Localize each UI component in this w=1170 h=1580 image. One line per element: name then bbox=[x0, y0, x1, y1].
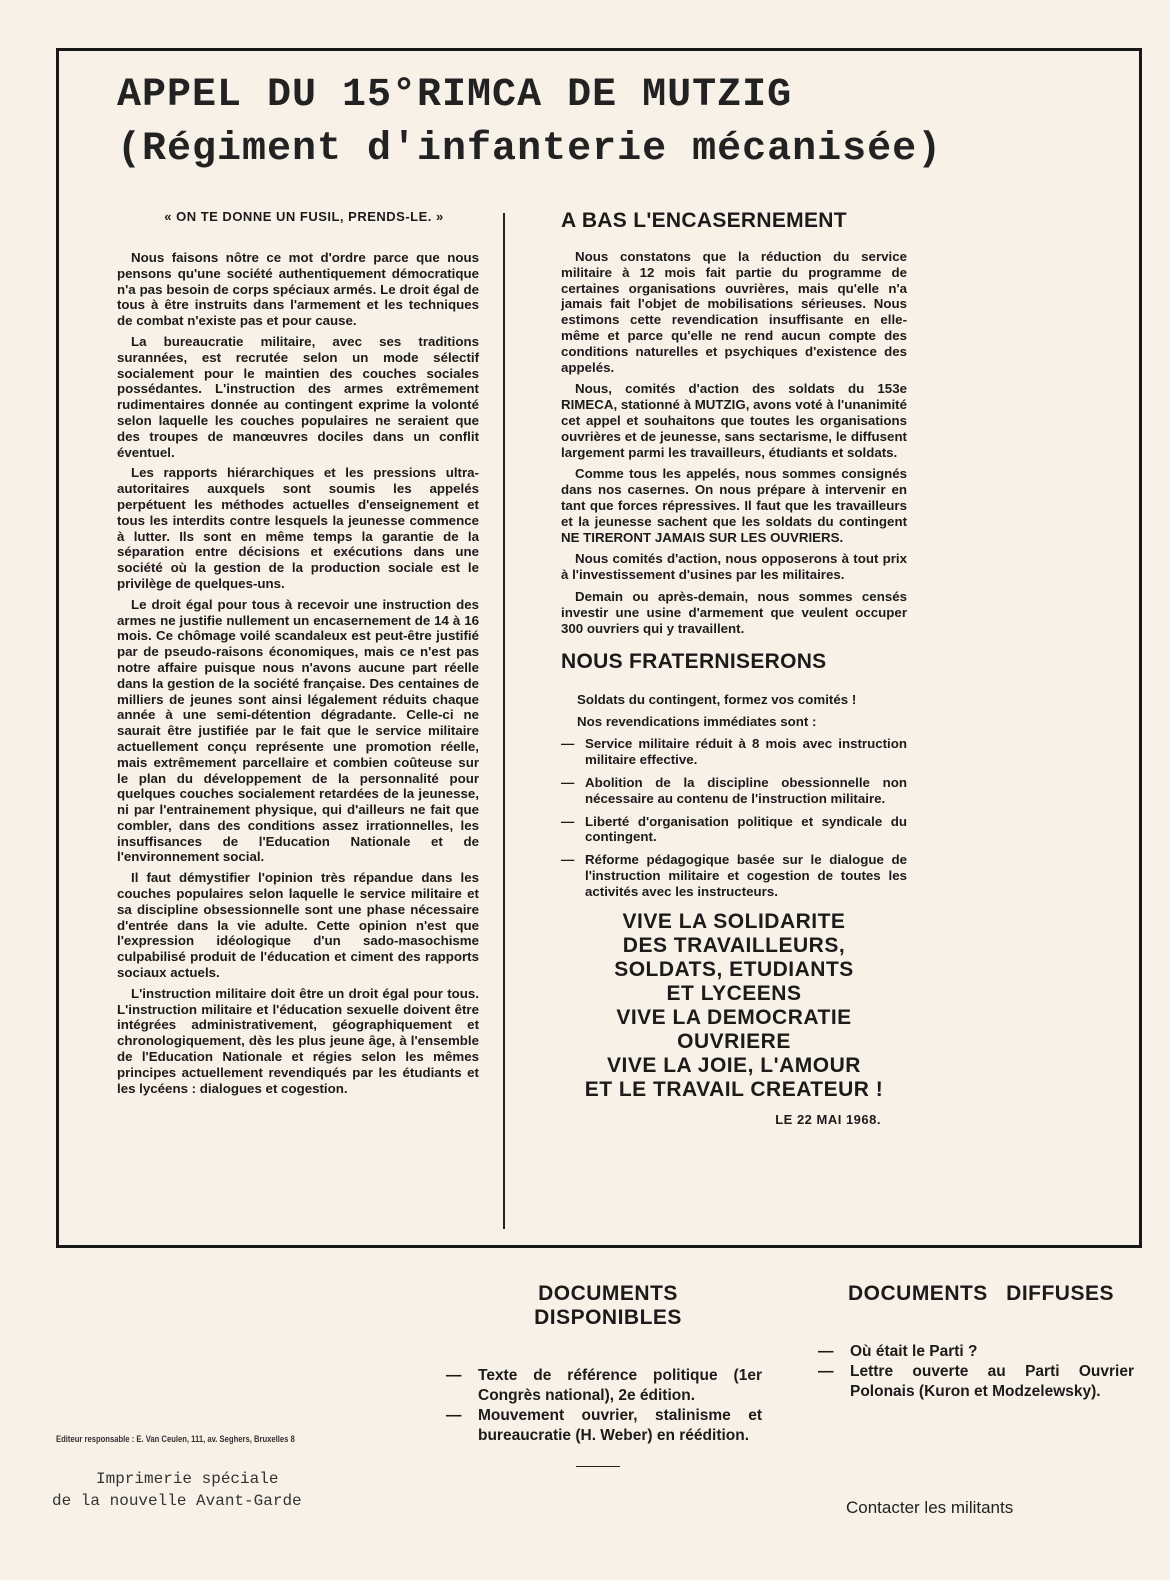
short-rule bbox=[576, 1466, 620, 1467]
demand-text: Liberté d'organisation politique et syndicale du contingent. bbox=[585, 813, 907, 845]
slogan-line: VIVE LA JOIE, L'AMOUR bbox=[607, 1053, 861, 1077]
editor-credit: Editeur responsable : E. Van Ceulen, 111, av. Seghers, Bruxelles 8 bbox=[56, 1434, 295, 1444]
column-divider bbox=[503, 213, 505, 1229]
slogan-line: DES TRAVAILLEURS, bbox=[622, 933, 846, 957]
right-paragraph-3: Comme tous les appelés, nous sommes consignés dans nos casernes. On nous prépare à intervenir en tant que forces répressives. Il faut que les travailleurs et la jeunesse sachent que les soldats du contingent NE TIRERONT JAMAIS SUR LES OUVRIERS. bbox=[561, 466, 907, 545]
disponibles-item bbox=[446, 1366, 762, 1406]
left-paragraph-3: Les rapports hiérarchiques et les pressions ultra-autoritaires auxquels sont soumis les appelés perpétuent les méthodes actuelles d'enseignement et tous les interdits contre lesquels la jeunesse commence à lutter. Ils sont en même temps la garantie de la séparation entre décisions et exécutions dans une société où la gestion de la production sociale est le privilège de quelques-uns. bbox=[117, 465, 479, 591]
signature-date: LE 22 MAI 1968. bbox=[775, 1111, 881, 1127]
printer-credit bbox=[52, 1468, 302, 1512]
slogan-line: SOLDATS, ETUDIANTS bbox=[614, 957, 854, 981]
title-line-1: APPEL DU 15°RIMCA DE MUTZIG bbox=[117, 73, 793, 118]
contact-line: Contacter les militants bbox=[846, 1498, 1014, 1517]
left-paragraph-4: Le droit égal pour tous à recevoir une instruction des armes ne justifie nullement un encasernement de 14 à 16 mois. Ce chômage voilé scandaleux est peut-être justifié par de pseudo-raisons économiques, mais ce n'est pas notre affaire puisque nous n'avons aucune part réelle dans la gestion de la société française. Des centaines de milliers de jeunes sont ainsi légalement réduits chaque année à une semi-détention dégradante. Celle-ci ne saurait être justifiée par le fait que le service militaire actuellement conçu représente une promotion réelle, mais extrêmement parcellaire et combien coûteuse sur le plan du développement de la personnalité pour quelques couches socialement retardées de la jeunesse, ni par l'entrainement physique, qui d'ailleurs ne fait que combler, dans des conditions assez irrationnelles, les insuffisances de l'Education Nationale et de l'environnement social. bbox=[117, 596, 479, 865]
documents-disponibles bbox=[446, 1282, 762, 1467]
demand-item bbox=[561, 736, 907, 768]
dash-marker: — bbox=[446, 1367, 462, 1384]
disponibles-title-line-1: DOCUMENTS bbox=[538, 1282, 678, 1305]
left-column bbox=[117, 209, 479, 1101]
disponibles-title-line-2: DISPONIBLES bbox=[534, 1306, 682, 1329]
disponibles-item-text: Texte de référence politique (1er Congrès national), 2e édition. bbox=[478, 1367, 762, 1404]
heading-fraterniserons: NOUS FRATERNISERONS bbox=[561, 650, 827, 674]
printer-line-1: Imprimerie spéciale bbox=[96, 1470, 279, 1488]
closing-slogans bbox=[561, 910, 907, 1102]
left-paragraph-1: Nous faisons nôtre ce mot d'ordre parce que nous pensons qu'une société authentiquement démocratique n'a pas besoin de corps spéciaux armés. Le droit égal de tous à être instruits dans l'armement et les techniques de combat n'existe pas et pour cause. bbox=[117, 250, 479, 329]
right-body bbox=[561, 249, 907, 636]
disponibles-item-text: Mouvement ouvrier, stalinisme et bureaucratie (H. Weber) en réédition. bbox=[478, 1407, 762, 1444]
disponibles-title bbox=[446, 1282, 762, 1330]
demand-item bbox=[561, 814, 907, 846]
slogan-line: ET LE TRAVAIL CREATEUR ! bbox=[584, 1077, 884, 1101]
demand-text: Abolition de la discipline obessionnelle non nécessaire au contenu de l'instruction militaire. bbox=[585, 774, 907, 806]
demand-item bbox=[561, 775, 907, 807]
documents-diffuses bbox=[818, 1282, 1134, 1402]
diffuses-item bbox=[818, 1362, 1134, 1402]
demands-list bbox=[561, 736, 907, 899]
demands-intro: Nos revendications immédiates sont : bbox=[577, 714, 817, 730]
dash-marker: — bbox=[446, 1407, 462, 1424]
diffuses-item-text: Où était le Parti ? bbox=[850, 1343, 978, 1360]
left-body bbox=[117, 250, 479, 1096]
slogan-line: VIVE LA SOLIDARITE bbox=[622, 909, 846, 933]
diffuses-item bbox=[818, 1342, 1134, 1362]
right-paragraph-5: Demain ou après-demain, nous sommes censés investir une usine d'armement que veulent occuper 300 ouvriers qui y travaillent. bbox=[561, 588, 907, 636]
title-line-2: (Régiment d'infanterie mécanisée) bbox=[117, 127, 943, 172]
left-paragraph-6: L'instruction militaire doit être un droit égal pour tous. L'instruction militaire et l'éducation sexuelle doivent être intégrées administrativement, géographiquement et chronologiquement, dès les plus jeune âge, à l'ensemble de l'Education Nationale et régies selon les mêmes principes actuellement revendiqués par les étudiants et les lycéens : dialogues et cogestion. bbox=[117, 985, 479, 1096]
demand-text: Réforme pédagogique basée sur le dialogue de l'instruction militaire et cogestion de toutes les activités avec les instructeurs. bbox=[585, 852, 907, 899]
call-line: Soldats du contingent, formez vos comités ! bbox=[577, 692, 857, 708]
diffuses-title: DOCUMENTS DIFFUSES bbox=[847, 1282, 1114, 1305]
right-column bbox=[561, 209, 907, 1127]
disponibles-item bbox=[446, 1406, 762, 1446]
slogan-line: OUVRIERE bbox=[677, 1029, 791, 1053]
tract-frame bbox=[56, 48, 1142, 1248]
demand-item bbox=[561, 852, 907, 899]
diffuses-list bbox=[818, 1342, 1134, 1402]
demand-text: Service militaire réduit à 8 mois avec instruction militaire effective. bbox=[585, 736, 907, 768]
left-paragraph-2: La bureaucratie militaire, avec ses traditions surannées, est recrutée selon un mode sélectif socialement pour le maintien des couches sociales possédantes. L'instruction des armes extrêmement rudimentaires donnée au contingent exprime la volonté selon laquelle les couches populaires ne seraient que des troupes de manœuvres dociles dans un conflit éventuel. bbox=[117, 333, 479, 460]
left-paragraph-5: Il faut démystifier l'opinion très répandue dans les couches populaires selon laquelle le service militaire et sa discipline obsessionnelle sont une phase nécessaire d'entrée dans la vie adulte. Cette opinion n'est que l'expression idéologique d'un sado-masochisme culpabilisé produit de l'éducation et ciment des rapports sociaux actuels. bbox=[117, 870, 479, 981]
quote-slogan: « ON TE DONNE UN FUSIL, PRENDS-LE. » bbox=[164, 209, 444, 224]
dash-marker: — bbox=[561, 736, 575, 752]
slogan-line: ET LYCEENS bbox=[666, 981, 802, 1005]
disponibles-list bbox=[446, 1366, 762, 1446]
dash-marker: — bbox=[561, 774, 575, 790]
heading-encasernement: A BAS L'ENCASERNEMENT bbox=[561, 209, 847, 232]
printer-line-2: de la nouvelle Avant-Garde bbox=[52, 1492, 302, 1510]
right-paragraph-4: Nous comités d'action, nous opposerons à tout prix à l'investissement d'usines par les militaires. bbox=[561, 551, 907, 583]
right-paragraph-1: Nous constatons que la réduction du service militaire à 12 mois fait partie du programme de certaines organisations ouvrières, mais qu'elle n'a jamais fait l'objet de mobilisations sérieuses. Nous estimons cette revendication insuffisante en elle-même et parce qu'elle ne rend aucun compte des conditions naturelles et psychiques d'existence des appelés. bbox=[561, 249, 907, 375]
dash-marker: — bbox=[818, 1363, 834, 1380]
diffuses-item-text: Lettre ouverte au Parti Ouvrier Polonais (Kuron et Modzelewsky). bbox=[850, 1363, 1134, 1400]
dash-marker: — bbox=[818, 1343, 834, 1360]
dash-marker: — bbox=[561, 852, 575, 868]
dash-marker: — bbox=[561, 813, 575, 829]
slogan-line: VIVE LA DEMOCRATIE bbox=[616, 1005, 852, 1029]
right-paragraph-2: Nous, comités d'action des soldats du 153e RIMECA, stationné à MUTZIG, avons voté à l'unanimité cet appel et souhaitons que toutes les organisations ouvrières et de jeunesse, sans sectarisme, le diffusent largement parmi les travailleurs, étudiants et soldats. bbox=[561, 381, 907, 460]
